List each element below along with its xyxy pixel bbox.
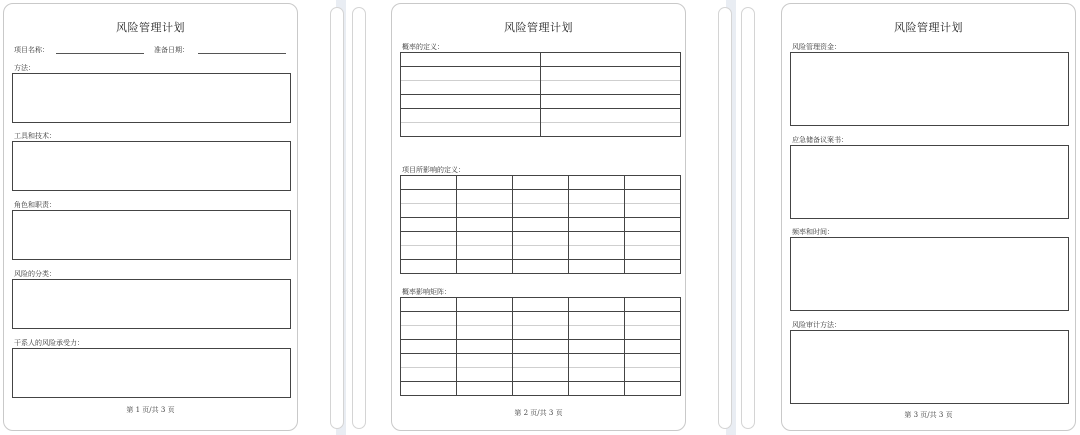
table-row (401, 354, 681, 368)
table-row (401, 232, 681, 246)
table-cell[interactable] (513, 204, 569, 218)
document-page-3 (781, 3, 1076, 431)
table-cell[interactable] (401, 204, 457, 218)
table-cell[interactable] (569, 326, 625, 340)
page-edge (718, 7, 732, 429)
table-cell[interactable] (401, 260, 457, 274)
table-cell[interactable] (569, 368, 625, 382)
section-label-categories: 风险的分类： (14, 270, 56, 278)
table-cell[interactable] (401, 382, 457, 396)
table-cell[interactable] (513, 382, 569, 396)
table-cell[interactable] (513, 176, 569, 190)
table-cell[interactable] (569, 218, 625, 232)
table-cell[interactable] (569, 190, 625, 204)
page-footer: 第 1 页/共 3 页 (126, 406, 175, 414)
table-row (401, 123, 681, 137)
roles-box[interactable] (12, 210, 291, 260)
table-cell[interactable] (513, 218, 569, 232)
table-cell[interactable] (457, 218, 513, 232)
page-footer: 第 3 页/共 3 页 (904, 411, 953, 419)
table-cell[interactable] (513, 354, 569, 368)
table-cell[interactable] (401, 340, 457, 354)
table-cell[interactable] (625, 382, 681, 396)
table-cell[interactable] (401, 298, 457, 312)
table-cell[interactable] (401, 190, 457, 204)
table-cell[interactable] (513, 190, 569, 204)
table-cell[interactable] (513, 232, 569, 246)
table-cell[interactable] (569, 354, 625, 368)
project-name-label: 项目名称： (14, 46, 49, 54)
table-row (401, 368, 681, 382)
table-cell[interactable] (401, 232, 457, 246)
tools-box[interactable] (12, 141, 291, 191)
table-cell[interactable] (625, 326, 681, 340)
section-label-contingency: 应急储备议案书： (792, 136, 848, 144)
table-cell[interactable] (541, 53, 681, 67)
table-cell[interactable] (569, 382, 625, 396)
table-cell[interactable] (625, 204, 681, 218)
table-row (401, 190, 681, 204)
table-row (401, 312, 681, 326)
table-cell[interactable] (625, 368, 681, 382)
table-cell[interactable] (401, 312, 457, 326)
table-cell[interactable] (513, 260, 569, 274)
table-cell[interactable] (625, 218, 681, 232)
table-cell[interactable] (541, 109, 681, 123)
project-name-line (56, 53, 144, 54)
table-cell[interactable] (513, 298, 569, 312)
page-title: 风险管理计划 (894, 21, 963, 34)
section-label-funding: 风险管理资金： (792, 43, 841, 51)
table-cell[interactable] (457, 298, 513, 312)
table-cell[interactable] (569, 298, 625, 312)
section-label-roles: 角色和职责： (14, 201, 56, 209)
page-edge (352, 7, 366, 429)
table-cell[interactable] (625, 232, 681, 246)
table-cell[interactable] (625, 260, 681, 274)
prepared-date-line (198, 53, 286, 54)
table-cell[interactable] (513, 312, 569, 326)
table-cell[interactable] (457, 354, 513, 368)
table-cell[interactable] (457, 176, 513, 190)
table-cell[interactable] (457, 232, 513, 246)
method-box[interactable] (12, 73, 291, 123)
table-cell[interactable] (401, 123, 541, 137)
table-cell[interactable] (401, 326, 457, 340)
page-edge (330, 7, 344, 429)
page-footer: 第 2 页/共 3 页 (514, 409, 563, 417)
funding-box[interactable] (790, 52, 1069, 126)
table-row (401, 246, 681, 260)
page-title: 风险管理计划 (116, 21, 185, 34)
section-label-impact: 项目所影响的定义： (402, 166, 465, 174)
table-cell[interactable] (457, 190, 513, 204)
table-cell[interactable] (625, 246, 681, 260)
table-cell[interactable] (569, 246, 625, 260)
probability-impact-matrix (400, 297, 681, 396)
categories-box[interactable] (12, 279, 291, 329)
table-cell[interactable] (541, 95, 681, 109)
probability-table (400, 52, 681, 137)
document-page-2 (391, 3, 686, 431)
section-label-frequency: 频率和时间： (792, 228, 834, 236)
table-row (401, 204, 681, 218)
page-edge (741, 7, 755, 429)
section-label-audit: 风险审计方法： (792, 321, 841, 329)
table-cell[interactable] (541, 123, 681, 137)
table-row (401, 176, 681, 190)
table-cell[interactable] (625, 340, 681, 354)
table-cell[interactable] (457, 312, 513, 326)
frequency-box[interactable] (790, 237, 1069, 311)
table-row (401, 298, 681, 312)
table-cell[interactable] (513, 340, 569, 354)
table-cell[interactable] (513, 246, 569, 260)
section-label-probability: 概率的定义： (402, 43, 444, 51)
section-label-matrix: 概率影响矩阵： (402, 288, 451, 296)
table-row (401, 260, 681, 274)
table-cell[interactable] (457, 204, 513, 218)
table-cell[interactable] (401, 67, 541, 81)
prepared-date-label: 准备日期： (154, 46, 189, 54)
table-row (401, 53, 681, 67)
table-cell[interactable] (457, 246, 513, 260)
table-row (401, 326, 681, 340)
table-cell[interactable] (401, 95, 541, 109)
table-cell[interactable] (401, 109, 541, 123)
contingency-box[interactable] (790, 145, 1069, 219)
section-label-method: 方法： (14, 64, 35, 72)
table-cell[interactable] (541, 81, 681, 95)
page-title: 风险管理计划 (504, 21, 573, 34)
section-label-tools: 工具和技术： (14, 132, 56, 140)
table-cell[interactable] (625, 312, 681, 326)
table-cell[interactable] (401, 368, 457, 382)
section-label-tolerance: 干系人的风险承受力： (14, 339, 84, 347)
table-cell[interactable] (401, 81, 541, 95)
table-cell[interactable] (625, 176, 681, 190)
table-row (401, 340, 681, 354)
table-cell[interactable] (625, 190, 681, 204)
audit-box[interactable] (790, 330, 1069, 404)
table-row (401, 218, 681, 232)
table-cell[interactable] (569, 176, 625, 190)
table-cell[interactable] (625, 354, 681, 368)
table-row (401, 382, 681, 396)
table-cell[interactable] (541, 67, 681, 81)
table-row (401, 67, 681, 81)
table-cell[interactable] (569, 340, 625, 354)
impact-table (400, 175, 681, 274)
table-cell[interactable] (401, 354, 457, 368)
table-cell[interactable] (569, 312, 625, 326)
table-cell[interactable] (569, 232, 625, 246)
table-cell[interactable] (513, 368, 569, 382)
table-cell[interactable] (457, 340, 513, 354)
document-page-1 (3, 3, 298, 431)
table-cell[interactable] (457, 260, 513, 274)
table-cell[interactable] (457, 382, 513, 396)
table-row (401, 95, 681, 109)
table-cell[interactable] (513, 326, 569, 340)
table-cell[interactable] (401, 176, 457, 190)
table-row (401, 81, 681, 95)
table-cell[interactable] (457, 326, 513, 340)
table-cell[interactable] (625, 298, 681, 312)
table-cell[interactable] (569, 260, 625, 274)
table-cell[interactable] (401, 246, 457, 260)
table-cell[interactable] (457, 368, 513, 382)
tolerance-box[interactable] (12, 348, 291, 398)
table-cell[interactable] (569, 204, 625, 218)
table-cell[interactable] (401, 218, 457, 232)
table-cell[interactable] (401, 53, 541, 67)
table-row (401, 109, 681, 123)
